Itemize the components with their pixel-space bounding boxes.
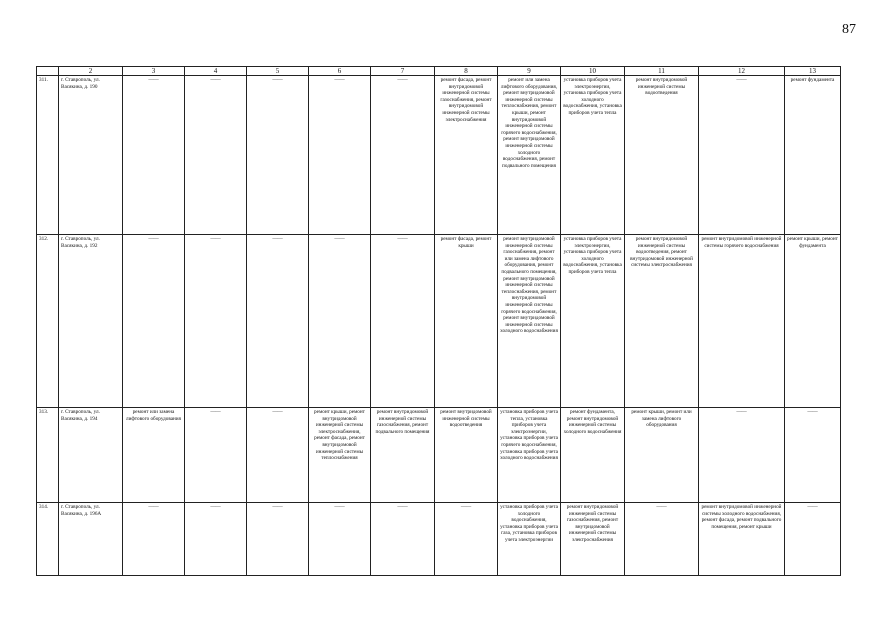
table-row	[37, 503, 841, 576]
table-cell: ——	[247, 503, 309, 576]
table-cell: ремонт внутридомовой инженерной системы холодного водоснабжения, ремонт фасада, ремонт подвального помещения, ремонт крыши	[699, 503, 785, 576]
table-cell: ремонт внутридомовой инженерной системы газоснабжения, ремонт внутридомовой инженерной системы электроснабжения	[561, 503, 625, 576]
header-cell: 2	[59, 67, 123, 76]
table-cell: ——	[699, 76, 785, 235]
table-cell: ——	[123, 503, 185, 576]
header-cell: 5	[247, 67, 309, 76]
table-cell: ——	[185, 76, 247, 235]
table-cell: ——	[785, 408, 841, 503]
row-number: 313.	[37, 408, 59, 503]
table-cell: ——	[699, 408, 785, 503]
table-cell: ремонт внутридомовой инженерной системы горячего водоснабжения	[699, 235, 785, 408]
table-cell: ——	[185, 503, 247, 576]
table-cell: ремонт фасада, ремонт крыши	[435, 235, 498, 408]
table-cell: ремонт внутридомовой инженерной системы водоотведения	[435, 408, 498, 503]
row-number: 312.	[37, 235, 59, 408]
table-cell: ремонт или замена лифтового оборудования	[123, 408, 185, 503]
row-address: г. Ставрополь, ул. Васякина, д. 190	[59, 76, 123, 235]
table-cell: ремонт крыши, ремонт внутридомовой инженерной системы электроснабжения, ремонт фасада, ремонт внутридомовой инженерной системы теплоснабжения	[309, 408, 371, 503]
header-cell: 4	[185, 67, 247, 76]
table-cell: ——	[435, 503, 498, 576]
table-cell: ——	[247, 235, 309, 408]
table-cell: ремонт или замена лифтового оборудования, ремонт внутридомовой инженерной системы теплоснабжения, ремонт крыши, ремонт внутридомовой инженерной системы горячего водоснабжения, ремонт внутридомовой инженерной системы холодного водоснабжения, ремонт подвального помещения	[498, 76, 561, 235]
table-cell: ——	[309, 76, 371, 235]
table-cell: ремонт внутридомовой инженерной системы водоотведения	[625, 76, 699, 235]
table-cell: ——	[185, 408, 247, 503]
header-cell: 3	[123, 67, 185, 76]
header-cell: 10	[561, 67, 625, 76]
repair-schedule-table	[36, 66, 841, 576]
table-cell: ремонт крыши, ремонт фундамента	[785, 235, 841, 408]
table-cell: ремонт внутридомовой инженерной системы газоснабжения, ремонт или замена лифтового оборудования, ремонт подвального помещения, ремонт внутридомовой инженерной системы теплоснабжения, ремонт внутридомовой инженерной системы горячего водоснабжения, ремонт внутридомовой инженерной системы холодного водоснабжения	[498, 235, 561, 408]
page-number: 87	[842, 22, 856, 37]
table-cell: ——	[247, 408, 309, 503]
table-row	[37, 76, 841, 235]
header-cell: 7	[371, 67, 435, 76]
header-row	[37, 67, 841, 76]
header-cell-1	[37, 67, 59, 76]
row-number: 314.	[37, 503, 59, 576]
table-cell: ремонт фундамента, ремонт внутридомовой инженерной системы холодного водоснабжения	[561, 408, 625, 503]
header-cell: 13	[785, 67, 841, 76]
table-cell: ——	[247, 76, 309, 235]
row-address: г. Ставрополь, ул. Васякина, д. 196А	[59, 503, 123, 576]
table-cell: ——	[309, 503, 371, 576]
header-cell: 6	[309, 67, 371, 76]
table-cell: ——	[625, 503, 699, 576]
table-cell: установка приборов учета электроэнергии, установка приборов учета холодного водоснабжения, установка приборов учета тепла	[561, 235, 625, 408]
table-cell: ——	[371, 503, 435, 576]
table-cell: ——	[123, 235, 185, 408]
header-cell: 8	[435, 67, 498, 76]
table-cell: установка приборов учета тепла, установка приборов учета электроэнергии, установка приборов учета горячего водоснабжения, установка приборов учета холодного водоснабжения	[498, 408, 561, 503]
table-cell: ——	[371, 76, 435, 235]
table-cell: установка приборов учета электроэнергии, установка приборов учета холодного водоснабжения, установка приборов учета тепла	[561, 76, 625, 235]
table-cell: ремонт крыши, ремонт или замена лифтового оборудования	[625, 408, 699, 503]
row-address: г. Ставрополь, ул. Васякина, д. 192	[59, 235, 123, 408]
table-cell: ——	[371, 235, 435, 408]
header-cell: 11	[625, 67, 699, 76]
table-cell: ——	[123, 76, 185, 235]
table-cell: ремонт внутридомовой инженерной системы газоснабжения, ремонт подвального помещения	[371, 408, 435, 503]
table-cell: ——	[785, 503, 841, 576]
table-cell: установка приборов учета холодного водоснабжения, установка приборов учета газа, установка приборов учета электроэнергии	[498, 503, 561, 576]
table-cell: ремонт внутридомовой инженерной системы водоотведения, ремонт внутридомовой инженерной системы электроснабжения	[625, 235, 699, 408]
header-cell: 9	[498, 67, 561, 76]
table-cell: ремонт фундамента	[785, 76, 841, 235]
table-cell: ——	[185, 235, 247, 408]
row-number: 311.	[37, 76, 59, 235]
row-address: г. Ставрополь, ул. Васякина, д. 194	[59, 408, 123, 503]
table-cell: ремонт фасада, ремонт внутридомовой инженерной системы газоснабжения, ремонт внутридомовой инженерной системы электроснабжения	[435, 76, 498, 235]
table-cell: ——	[309, 235, 371, 408]
table-row	[37, 235, 841, 408]
table-row	[37, 408, 841, 503]
header-cell: 12	[699, 67, 785, 76]
